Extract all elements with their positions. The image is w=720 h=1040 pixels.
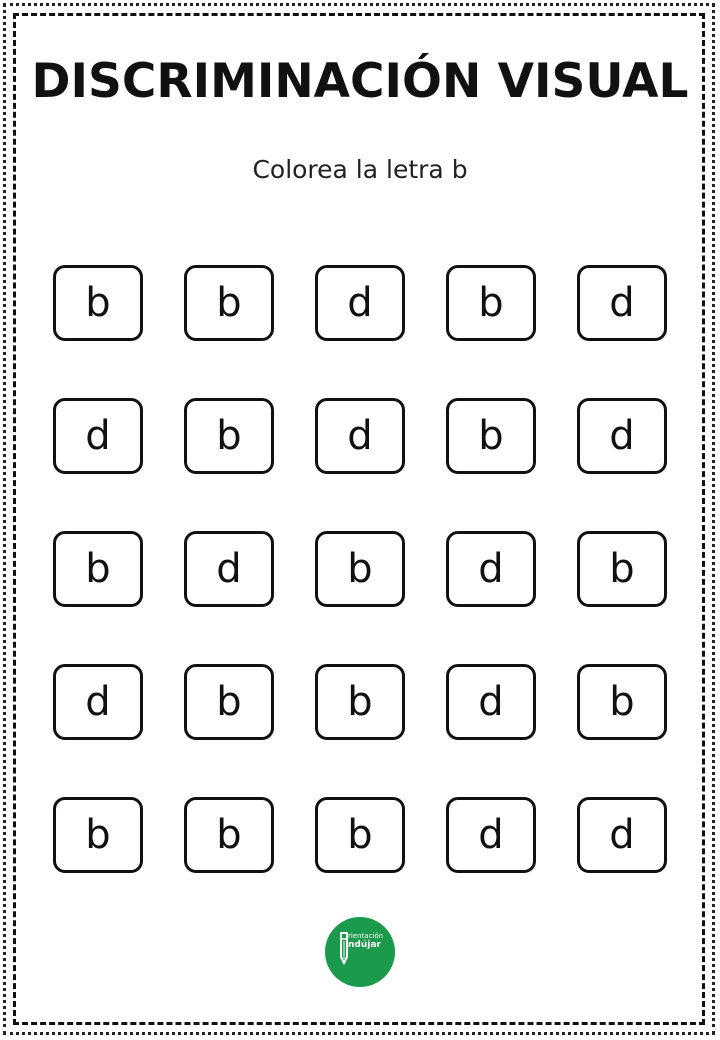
letter-box[interactable]: d bbox=[184, 531, 274, 607]
page-title: DISCRIMINACIÓN VISUAL bbox=[31, 54, 689, 109]
pencil-icon bbox=[341, 933, 347, 963]
logo-graphic bbox=[325, 917, 395, 987]
letter-box[interactable]: b bbox=[53, 531, 143, 607]
letter-box[interactable]: d bbox=[53, 664, 143, 740]
letter-box[interactable]: b bbox=[446, 398, 536, 474]
letter-box[interactable]: d bbox=[315, 398, 405, 474]
orientacion-andujar-logo bbox=[325, 917, 395, 987]
letter-box[interactable]: b bbox=[184, 797, 274, 873]
letter-box[interactable]: b bbox=[53, 265, 143, 341]
instruction-text: Colorea la letra b bbox=[252, 155, 468, 184]
letter-box[interactable]: b bbox=[53, 797, 143, 873]
letter-box[interactable]: d bbox=[446, 664, 536, 740]
letter-box[interactable]: b bbox=[446, 265, 536, 341]
letter-box[interactable]: b bbox=[315, 797, 405, 873]
letter-box[interactable]: b bbox=[184, 664, 274, 740]
letter-grid bbox=[53, 265, 667, 873]
letter-box[interactable]: d bbox=[577, 265, 667, 341]
letter-box[interactable]: d bbox=[446, 797, 536, 873]
letter-box[interactable]: b bbox=[184, 398, 274, 474]
letter-box[interactable]: d bbox=[446, 531, 536, 607]
letter-box[interactable]: b bbox=[184, 265, 274, 341]
letter-box[interactable]: d bbox=[577, 797, 667, 873]
letter-box[interactable]: d bbox=[53, 398, 143, 474]
letter-box[interactable]: b bbox=[577, 664, 667, 740]
letter-box[interactable]: d bbox=[577, 398, 667, 474]
logo-text-line1: rientación bbox=[348, 932, 384, 940]
letter-box[interactable]: b bbox=[315, 664, 405, 740]
letter-box[interactable]: b bbox=[315, 531, 405, 607]
letter-box[interactable]: d bbox=[315, 265, 405, 341]
logo-text-line2: ndújar bbox=[348, 940, 381, 950]
letter-box[interactable]: b bbox=[577, 531, 667, 607]
